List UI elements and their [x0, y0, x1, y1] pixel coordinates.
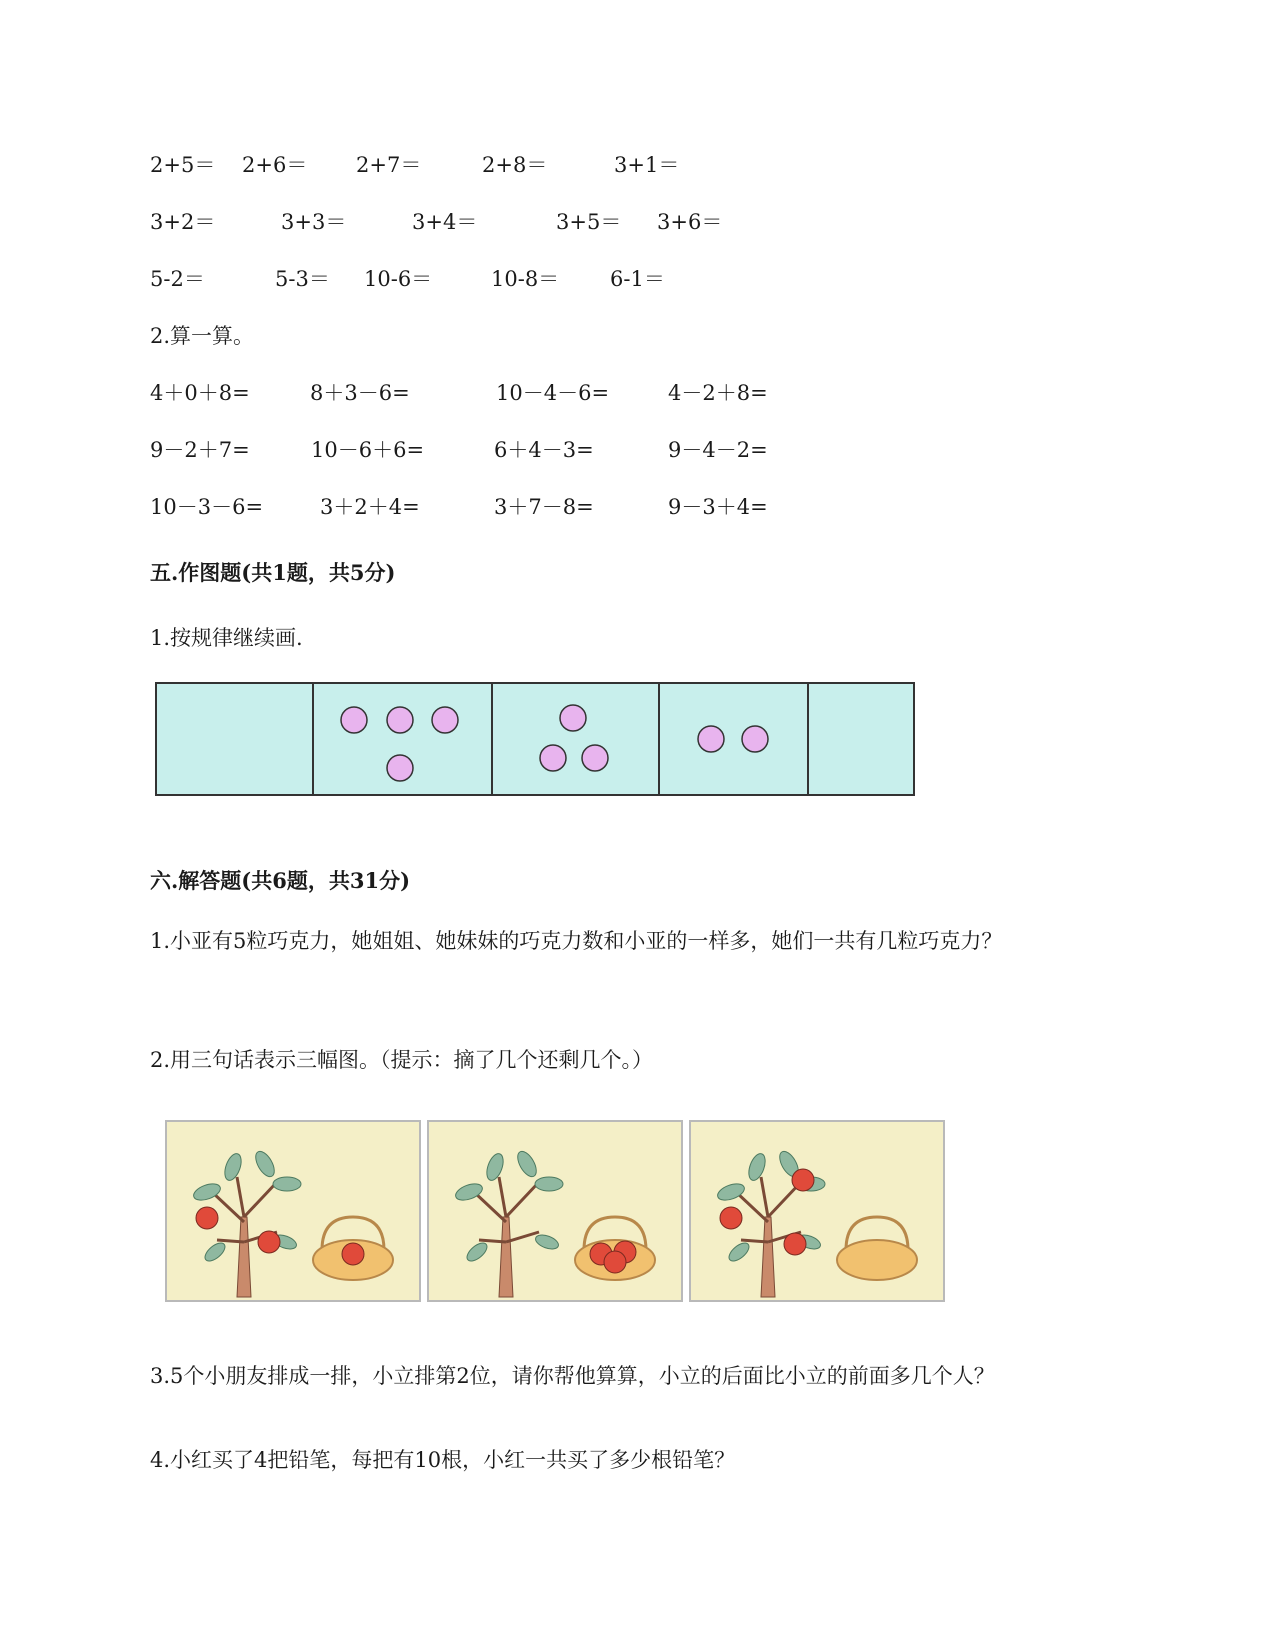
question-text: 2.用三句话表示三幅图。（提示：摘了几个还剩几个。）: [150, 1048, 654, 1072]
empty-basket: [837, 1240, 917, 1280]
apple: [258, 1231, 280, 1253]
section-heading: 五.作图题(共1题，共5分): [150, 560, 396, 585]
expression: 5-2＝: [150, 267, 205, 291]
expression: 3+4＝: [412, 210, 478, 234]
expression: 9－4－2=: [668, 438, 768, 462]
picture-panel: [427, 1120, 683, 1302]
dot: [540, 745, 566, 771]
dot: [387, 707, 413, 733]
question-title: 2.算一算。: [150, 324, 255, 348]
dot: [387, 755, 413, 781]
tree-basket-illustration: [167, 1122, 419, 1300]
expression: 9－2＋7=: [150, 438, 250, 462]
expression: 10-8＝: [491, 267, 560, 291]
expression: 3+3＝: [281, 210, 347, 234]
tree-basket-illustration: [691, 1122, 943, 1300]
expression: 2+8＝: [482, 153, 548, 177]
expression: 3+5＝: [556, 210, 622, 234]
pattern-strip: [155, 682, 915, 798]
picture-panel: [165, 1120, 421, 1302]
apple: [784, 1233, 806, 1255]
question-text: 1.按规律继续画.: [150, 626, 303, 650]
tree-basket-illustration: [429, 1122, 681, 1300]
expression: 3＋2＋4=: [320, 495, 420, 519]
question-text: 1.小亚有5粒巧克力，她姐姐、她妹妹的巧克力数和小亚的一样多，她们一共有几粒巧克力？: [150, 929, 1003, 953]
expression: 3+1＝: [614, 153, 680, 177]
apple: [720, 1207, 742, 1229]
expression: 10-6＝: [364, 267, 433, 291]
expression: 9－3＋4=: [668, 495, 768, 519]
apple: [196, 1207, 218, 1229]
expression: 3+2＝: [150, 210, 216, 234]
expression: 4＋0＋8=: [150, 381, 250, 405]
apple: [792, 1169, 814, 1191]
question-text: 3.5个小朋友排成一排，小立排第2位，请你帮他算算，小立的后面比小立的前面多几个人？: [150, 1364, 995, 1388]
apple: [342, 1243, 364, 1265]
expression: 6＋4－3=: [494, 438, 594, 462]
section-heading: 六.解答题(共6题，共31分): [150, 868, 411, 893]
apple-tree-pictures: [165, 1120, 955, 1320]
picture-panel: [689, 1120, 945, 1302]
expression: 2+5＝: [150, 153, 216, 177]
expression: 3＋7－8=: [494, 495, 594, 519]
expression: 5-3＝: [275, 267, 330, 291]
expression: 3+6＝: [657, 210, 723, 234]
expression: 8＋3－6=: [310, 381, 410, 405]
expression: 10－4－6=: [496, 381, 610, 405]
apple: [604, 1251, 626, 1273]
dot: [341, 707, 367, 733]
expression: 10－3－6=: [150, 495, 264, 519]
dot: [742, 726, 768, 752]
expression: 10－6＋6=: [311, 438, 425, 462]
dot: [582, 745, 608, 771]
expression: 4－2＋8=: [668, 381, 768, 405]
expression: 2+7＝: [356, 153, 422, 177]
dot: [432, 707, 458, 733]
dot: [560, 705, 586, 731]
question-text: 4.小红买了4把铅笔，每把有10根，小红一共买了多少根铅笔？: [150, 1448, 736, 1472]
dot: [698, 726, 724, 752]
expression: 6-1＝: [610, 267, 665, 291]
strip-background: [156, 683, 914, 795]
expression: 2+6＝: [242, 153, 308, 177]
